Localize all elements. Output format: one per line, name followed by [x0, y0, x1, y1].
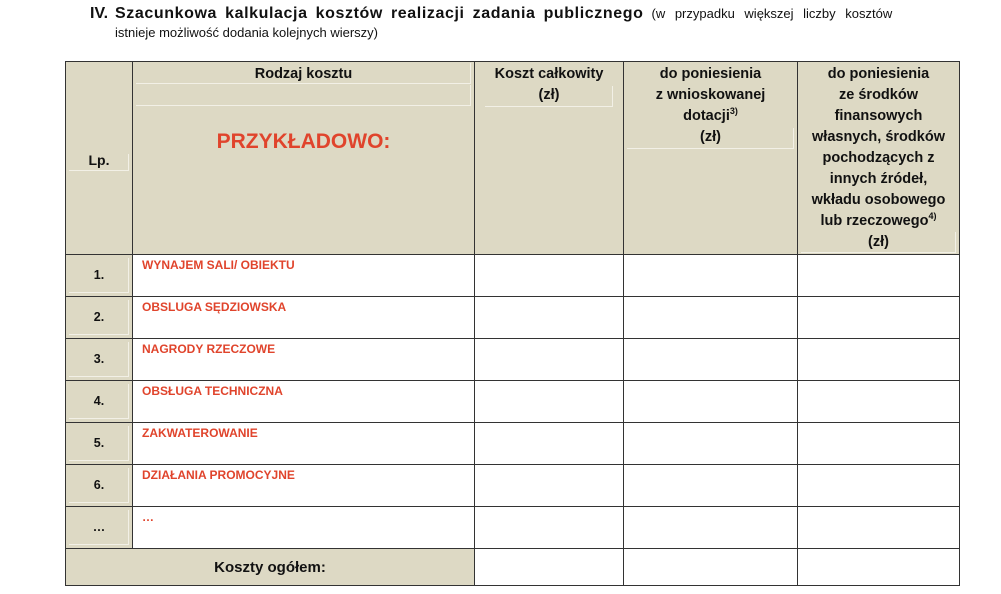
row-cost-kind[interactable]: WYNAJEM SALI/ OBIEKTU [133, 255, 475, 297]
section-number: IV. [90, 5, 109, 22]
header-koszt-cell [475, 62, 624, 255]
row-grant-cell[interactable] [624, 381, 798, 423]
row-cost-kind[interactable]: NAGRODY RZECZOWE [133, 339, 475, 381]
table-row [66, 381, 960, 423]
section-heading [90, 5, 910, 40]
row-lp: 4. [66, 381, 133, 423]
header-rodzaj: Rodzaj kosztu [254, 66, 353, 82]
row-cost-kind[interactable]: OBSŁUGA TECHNICZNA [133, 381, 475, 423]
section-note-line1: (w przypadku większej liczby kosztów [651, 6, 893, 21]
header-dotacja-line3: dotacji [683, 108, 730, 124]
total-own-funds-cell[interactable] [798, 549, 960, 586]
header-wlasne-cell [798, 62, 960, 255]
row-grant-cell[interactable] [624, 423, 798, 465]
table-row [66, 339, 960, 381]
header-wlasne-line4: własnych, środków [812, 129, 945, 145]
header-dotacja-line4: (zł) [700, 129, 721, 145]
footnote-3-marker: 3) [729, 106, 738, 117]
table-row [66, 297, 960, 339]
header-lp-cell [66, 62, 133, 255]
row-cost-kind[interactable]: OBSLUGA SĘDZIOWSKA [133, 297, 475, 339]
row-grant-cell[interactable] [624, 297, 798, 339]
total-grant-cell[interactable] [624, 549, 798, 586]
header-wlasne-line2: ze środków [839, 87, 918, 103]
header-koszt-line1: Koszt całkowity [494, 66, 604, 82]
header-wlasne-line8: lub rzeczowego [820, 213, 929, 229]
table-row [66, 465, 960, 507]
row-own-funds-cell[interactable] [798, 507, 960, 549]
total-label: Koszty ogółem: [66, 549, 475, 586]
header-wlasne-line7: wkładu osobowego [811, 192, 946, 208]
row-total-cost-cell[interactable] [475, 423, 624, 465]
section-title: Szacunkowa kalkulacja kosztów realizacji zadania publicznego [115, 5, 644, 22]
total-cost-cell[interactable] [475, 549, 624, 586]
row-lp: … [66, 507, 133, 549]
header-dotacja-line1: do poniesienia [659, 66, 762, 82]
table-row [66, 507, 960, 549]
section-note-line2: istnieje możliwość dodania kolejnych wierszy) [115, 25, 378, 40]
row-own-funds-cell[interactable] [798, 381, 960, 423]
row-own-funds-cell[interactable] [798, 255, 960, 297]
header-koszt-line2: (zł) [538, 87, 560, 103]
table-row [66, 255, 960, 297]
row-total-cost-cell[interactable] [475, 255, 624, 297]
header-dotacja-cell [624, 62, 798, 255]
footnote-4-marker: 4) [928, 211, 937, 222]
row-cost-kind[interactable]: … [133, 507, 475, 549]
header-wlasne-line6: innych źródeł, [829, 171, 928, 187]
header-rodzaj-cell [133, 62, 475, 255]
row-grant-cell[interactable] [624, 255, 798, 297]
row-lp: 1. [66, 255, 133, 297]
header-wlasne-line5: pochodzących z [822, 150, 935, 166]
cost-table [65, 61, 960, 586]
row-cost-kind[interactable]: ZAKWATEROWANIE [133, 423, 475, 465]
header-lp: Lp. [88, 152, 110, 168]
row-total-cost-cell[interactable] [475, 339, 624, 381]
header-wlasne-line3: finansowych [834, 108, 923, 124]
total-row [66, 549, 960, 586]
row-lp: 5. [66, 423, 133, 465]
header-row [66, 62, 960, 255]
row-grant-cell[interactable] [624, 507, 798, 549]
row-total-cost-cell[interactable] [475, 507, 624, 549]
header-wlasne-line1: do poniesienia [827, 66, 930, 82]
example-label: PRZYKŁADOWO: [216, 130, 391, 153]
header-dotacja-line2: z wnioskowanej [655, 87, 766, 103]
row-cost-kind[interactable]: DZIAŁANIA PROMOCYJNE [133, 465, 475, 507]
row-own-funds-cell[interactable] [798, 339, 960, 381]
row-own-funds-cell[interactable] [798, 423, 960, 465]
row-total-cost-cell[interactable] [475, 381, 624, 423]
header-wlasne-line9: (zł) [868, 234, 889, 250]
row-lp: 2. [66, 297, 133, 339]
table-row [66, 423, 960, 465]
row-grant-cell[interactable] [624, 339, 798, 381]
row-grant-cell[interactable] [624, 465, 798, 507]
row-total-cost-cell[interactable] [475, 465, 624, 507]
row-lp: 3. [66, 339, 133, 381]
row-lp: 6. [66, 465, 133, 507]
row-own-funds-cell[interactable] [798, 465, 960, 507]
row-total-cost-cell[interactable] [475, 297, 624, 339]
row-own-funds-cell[interactable] [798, 297, 960, 339]
